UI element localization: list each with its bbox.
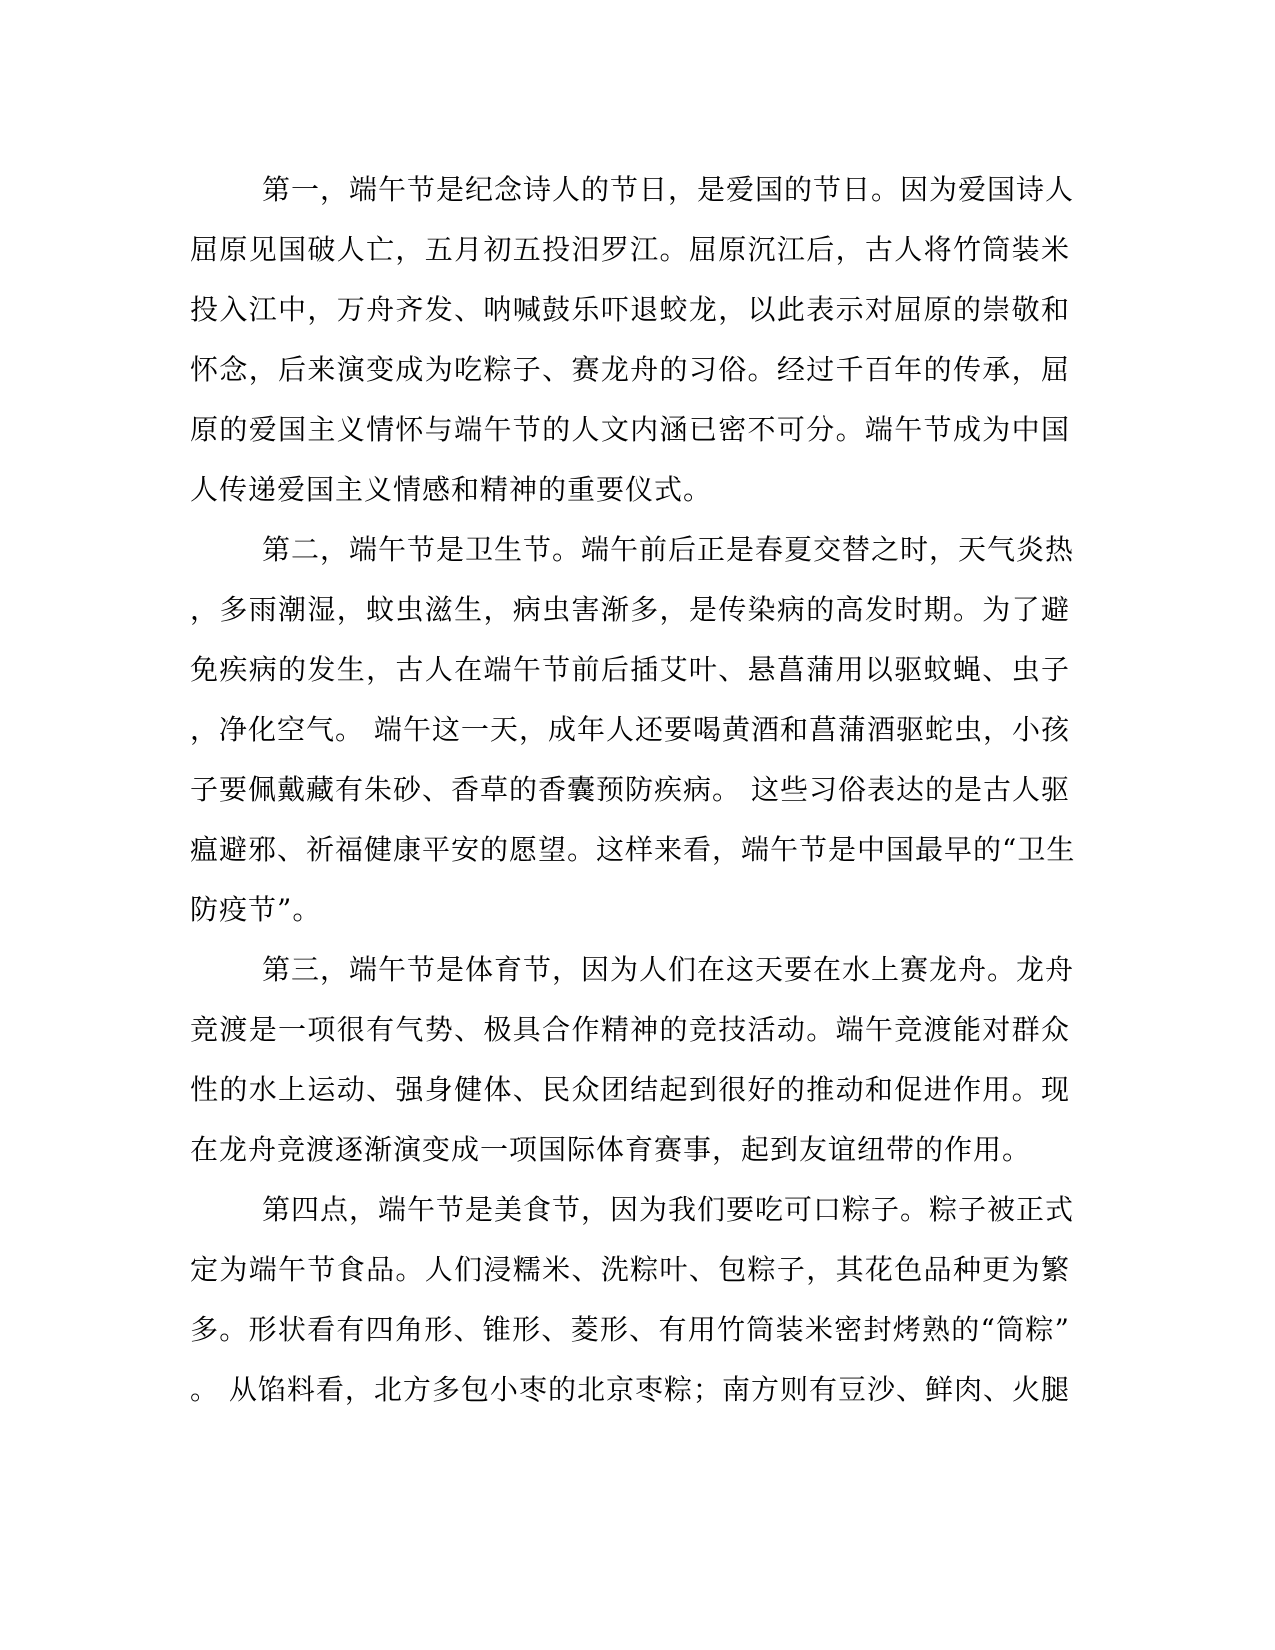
paragraph-3-line-3: 性的水上运动、强身健体、民众团结起到很好的推动和促进作用。现	[190, 1073, 1070, 1106]
paragraph-2-line-3: 免疾病的发生，古人在端午节前后插艾叶、悬菖蒲用以驱蚊蝇、虫子	[190, 653, 1070, 686]
paragraph-2-line-7: 防疫节”。	[190, 893, 322, 926]
paragraph-1-line-3: 投入江中，万舟齐发、呐喊鼓乐吓退蛟龙，以此表示对屈原的崇敬和	[190, 293, 1070, 326]
paragraph-2-line-5: 子要佩戴藏有朱砂、香草的香囊预防疾病。 这些习俗表达的是古人驱	[190, 773, 1070, 806]
paragraph-1-line-1: 第一，端午节是纪念诗人的节日，是爱国的节日。因为爱国诗人	[262, 173, 1075, 206]
paragraph-2-line-2: ，多雨潮湿，蚊虫滋生，病虫害渐多，是传染病的高发时期。为了避	[190, 593, 1070, 626]
paragraph-4-line-4: 。 从馅料看，北方多包小枣的北京枣粽；南方则有豆沙、鲜肉、火腿	[190, 1373, 1070, 1406]
paragraph-2-line-4: ，净化空气。 端午这一天，成年人还要喝黄酒和菖蒲酒驱蛇虫，小孩	[190, 713, 1070, 746]
paragraph-4-line-3: 多。形状看有四角形、锥形、菱形、有用竹筒装米密封烤熟的“筒粽”	[190, 1313, 1070, 1346]
document-body	[190, 160, 1076, 1420]
paragraph-1-line-6: 人传递爱国主义情感和精神的重要仪式。	[190, 473, 713, 506]
paragraph-1-line-4: 怀念，后来演变成为吃粽子、赛龙舟的习俗。经过千百年的传承，屈	[190, 353, 1070, 386]
paragraph-4-line-2: 定为端午节食品。人们浸糯米、洗粽叶、包粽子，其花色品种更为繁	[190, 1253, 1070, 1286]
paragraph-3-line-1: 第三，端午节是体育节，因为人们在这天要在水上赛龙舟。龙舟	[262, 953, 1075, 986]
paragraph-2-line-1: 第二，端午节是卫生节。端午前后正是春夏交替之时，天气炎热	[262, 533, 1075, 566]
paragraph-3-line-4: 在龙舟竞渡逐渐演变成一项国际体育赛事，起到友谊纽带的作用。	[190, 1133, 1032, 1166]
paragraph-1-line-5: 原的爱国主义情怀与端午节的人文内涵已密不可分。端午节成为中国	[190, 413, 1070, 446]
paragraph-3-line-2: 竞渡是一项很有气势、极具合作精神的竞技活动。端午竞渡能对群众	[190, 1013, 1070, 1046]
paragraph-4-line-1: 第四点，端午节是美食节，因为我们要吃可口粽子。粽子被正式	[262, 1193, 1075, 1226]
paragraph-2-line-6: 瘟避邪、祈福健康平安的愿望。这样来看，端午节是中国最早的“卫生	[190, 833, 1076, 866]
paragraph-1-line-2: 屈原见国破人亡，五月初五投汨罗江。屈原沉江后，古人将竹筒装米	[190, 233, 1070, 266]
